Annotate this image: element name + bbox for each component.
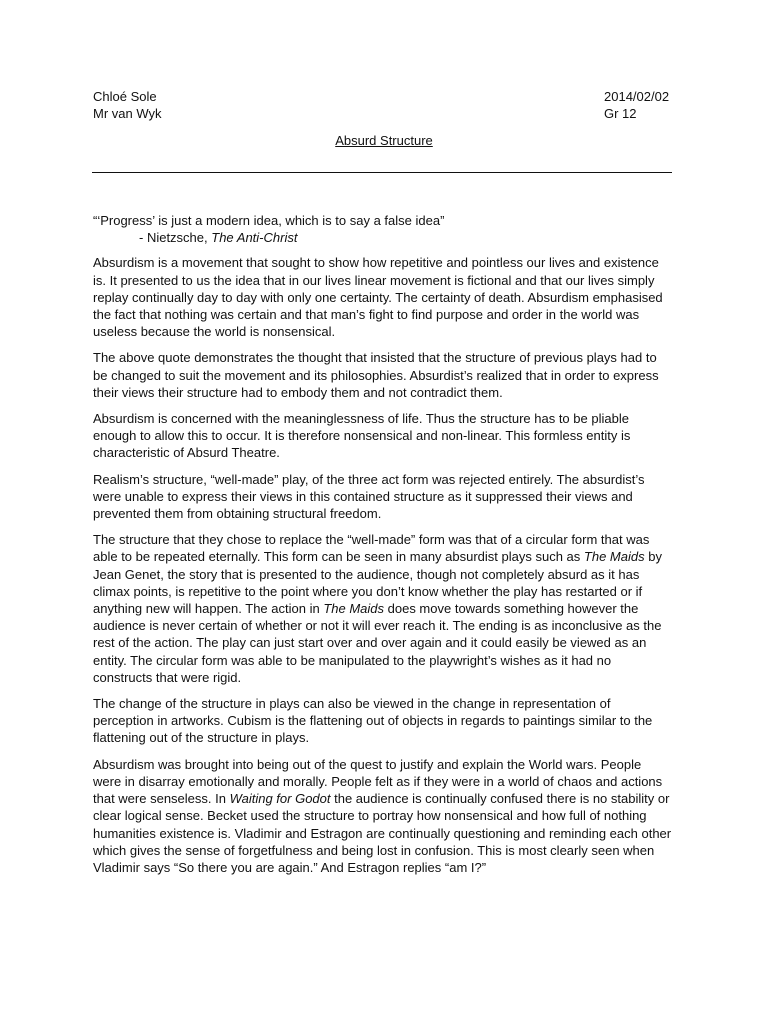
- paragraph: Absurdism was brought into being out of the quest to justify and explain the World wars. People were in disarray emotionally and morally. People felt as if they were in a world of chaos and actions that were senseless. In Waiting for Godot the audience is continually confused there is no stability or clear logical sense. Becket used the structure to portray how nonsensical and how full of nothing humanities existence is. Vladimir and Estragon are continually questioning and reminding each other which gives the sense of forgetfulness and being lost in confusion. This is most clearly seen when Vladimir says “So there you are again.” And Estragon replies “am I?”: [93, 756, 672, 875]
- paragraph: Absurdism is concerned with the meaninglessness of life. Thus the structure has to be pliable enough to allow this to occur. It is therefore nonsensical and non-linear. This formless entity is characteristic of Absurd Theatre.: [93, 411, 631, 461]
- epigraph-quote: “‘Progress’ is just a modern idea, which is to say a false idea”: [93, 213, 445, 228]
- paragraph: Realism’s structure, “well-made” play, of the three act form was rejected entirely. The absurdist’s were unable to express their views in this contained structure as it suppressed their views and prevented them from obtaining structural freedom.: [93, 471, 645, 522]
- paragraph: The above quote demonstrates the thought that insisted that the structure of previous plays had to be changed to suit the movement and its philosophies. Absurdist’s realized that in order to express their views their structure had to embody them and not contradict them.: [93, 350, 659, 400]
- paragraph: Absurdism is a movement that sought to show how repetitive and pointless our lives and existence is. It presented to us the idea that in our lives linear movement is fictional and that our lives simply replay continually day to day with only one certainty. The certainty of death. Absurdism emphasised the fact that nothing was certain and that man’s fight to find purpose and order in the world was useless because the world is nonsensical.: [93, 255, 663, 340]
- paragraph: The structure that they chose to replace the “well-made” form was that of a circular form that was able to be repeated eternally. This form can be seen in many absurdist plays such as The Maids by Jean Genet, the story that is presented to the audience, though not completely absurd as it has climax points, is repetitive to the point where you don’t know whether the play has restarted or if anything new will happen. The action in The Maids does move towards something however the audience is never certain of whether or not it will ever reach it. The ending is as inconclusive as the rest of the action. The play can just start over and over again and it could easily be viewed as an entity. The circular form was able to be manipulated to the playwright’s wishes as it had no constructs that were rigid.: [93, 532, 662, 685]
- grade: Gr 12: [604, 106, 637, 121]
- work-title: The Maids: [323, 601, 385, 617]
- date: 2014/02/02: [604, 89, 670, 104]
- work-title: The Maids: [583, 549, 645, 565]
- paragraph: The change of the structure in plays can also be viewed in the change in representation of perception in artworks. Cubism is the flattening out of objects in regards to paintings similar to the flattening out of the structure in plays.: [93, 696, 653, 746]
- attribution-work: The Anti-Christ: [211, 230, 298, 246]
- epigraph-attribution: [93, 229, 673, 246]
- essay-body: [93, 212, 673, 885]
- essay-title: Absurd Structure: [335, 133, 433, 148]
- attribution-prefix: - Nietzsche,: [139, 230, 212, 246]
- work-title: Waiting for Godot: [229, 791, 331, 807]
- teacher-name: Mr van Wyk: [93, 106, 162, 121]
- divider-line: [92, 172, 672, 173]
- author-name: Chloé Sole: [93, 89, 157, 104]
